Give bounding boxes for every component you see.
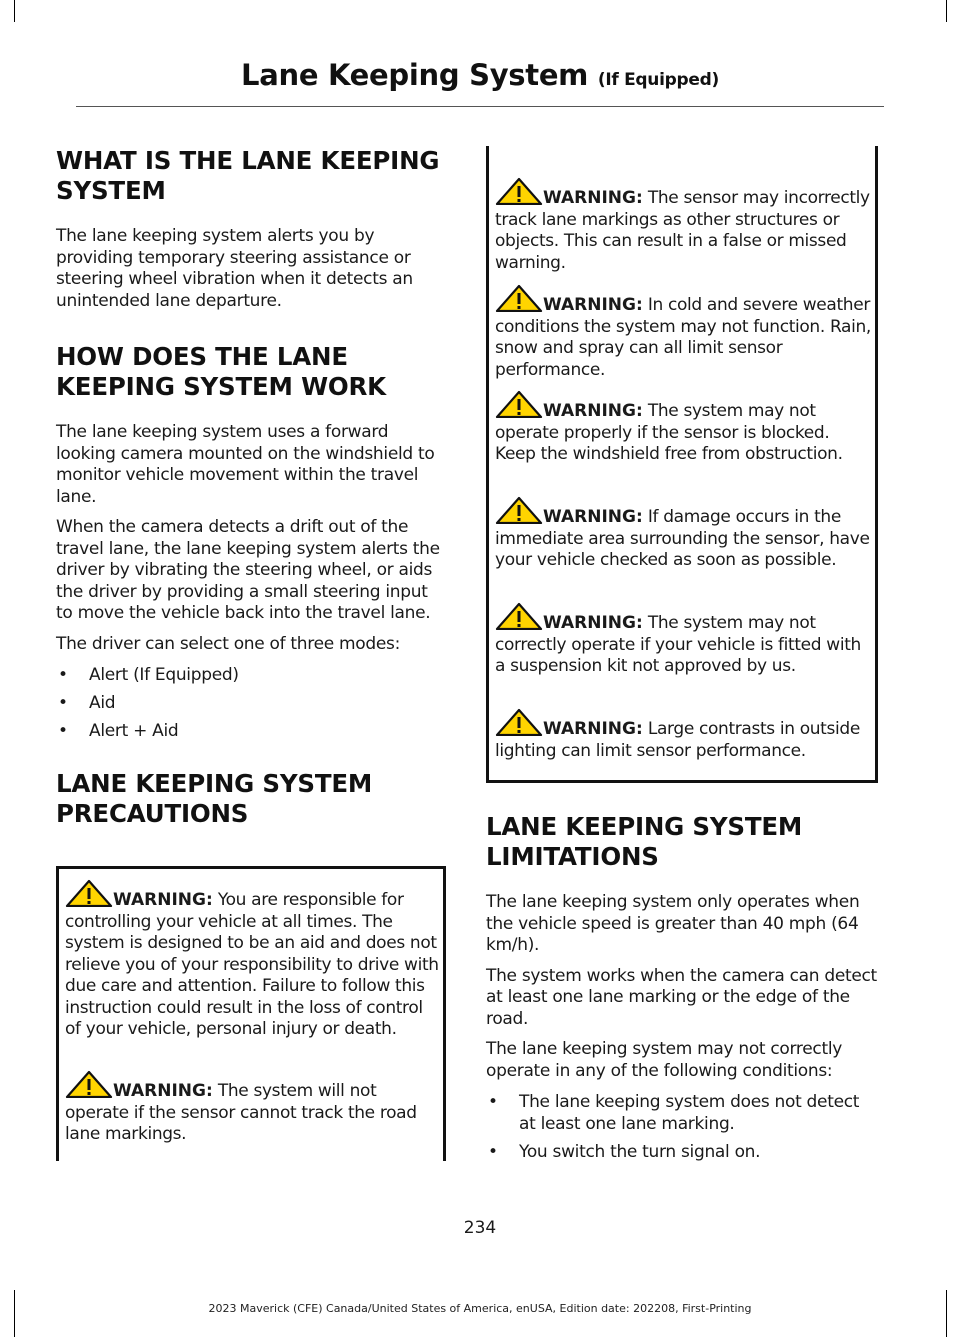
mode-label: Alert (If Equipped) — [89, 665, 239, 685]
header-divider — [76, 106, 884, 107]
bullet: • — [488, 1092, 498, 1112]
heading-line: LANE KEEPING SYSTEM — [486, 812, 803, 841]
warning-box-precautions — [56, 866, 446, 1161]
warning-text: Large contrasts in outside lighting can limit sensor performance. — [495, 719, 860, 761]
warning-label: WARNING: — [543, 401, 643, 421]
crop-mark — [946, 0, 947, 22]
warning-label: WARNING: — [543, 295, 643, 315]
warning-label: WARNING: — [113, 890, 213, 910]
limitations-para-2: The system works when the camera can detect at least one lane marking or the edge of the road. — [486, 965, 877, 1029]
warning-triangle-icon — [495, 390, 543, 418]
list-item — [486, 1142, 880, 1164]
warning-text: You are responsible for controlling your vehicle at all times. The system is designed to be an aid and does not relieve you of your responsibility to drive with due care and attention. Failure to follow this instruction could result in the loss of control of your vehicle, personal injury or death. — [65, 890, 439, 1039]
heading-line: HOW DOES THE LANE — [56, 342, 348, 371]
warning-triangle-icon — [495, 708, 543, 736]
bullet: • — [488, 1141, 498, 1162]
warning-label: WARNING: — [543, 613, 643, 633]
warning-label: WARNING: — [543, 507, 643, 527]
limitations-para-3: The lane keeping system may not correctly operate in any of the following conditions: — [486, 1039, 842, 1081]
warning-text: The sensor may incorrectly track lane markings as other structures or objects. This can result in a false or missed warning. — [495, 188, 870, 273]
warning-item — [495, 284, 871, 381]
warning-label: WARNING: — [543, 188, 643, 208]
warning-triangle-icon — [495, 284, 543, 312]
heading-line: WHAT IS THE LANE KEEPING — [56, 146, 440, 175]
warning-item — [495, 708, 871, 762]
warning-item — [495, 390, 871, 466]
warning-item — [65, 879, 439, 1041]
how-works-para-3: The driver can select one of three modes: — [56, 633, 400, 654]
bullet: • — [58, 665, 68, 685]
warning-item — [65, 1070, 439, 1146]
bullet: • — [58, 721, 68, 741]
condition-text: You switch the turn signal on. — [519, 1141, 761, 1162]
condition-text: The lane keeping system does not detect at least one lane marking. — [519, 1092, 860, 1134]
conditions-list — [486, 1092, 880, 1163]
warning-triangle-icon — [495, 177, 543, 205]
list-item — [56, 721, 446, 743]
bullet: • — [58, 693, 68, 713]
list-item — [486, 1092, 880, 1135]
warning-item — [495, 496, 871, 572]
warning-box-sensor — [486, 146, 878, 783]
list-item — [56, 693, 446, 715]
heading-line: LANE KEEPING SYSTEM — [56, 768, 373, 798]
section-heading-precautions — [56, 769, 446, 829]
mode-label: Alert + Aid — [89, 721, 179, 741]
how-works-para-1: The lane keeping system uses a forward looking camera mounted on the windshield to monitor vehicle movement within the travel lane. — [56, 422, 435, 507]
warning-triangle-icon — [495, 496, 543, 524]
warning-text: If damage occurs in the immediate area surrounding the sensor, have your vehicle checked as soon as possible. — [495, 507, 870, 570]
heading-line: LIMITATIONS — [486, 842, 659, 871]
what-is-body: The lane keeping system alerts you by providing temporary steering assistance or steering wheel vibration when it detects an unintended lane departure. — [56, 226, 413, 311]
warning-item — [495, 177, 871, 274]
warning-triangle-icon — [495, 602, 543, 630]
warning-label: WARNING: — [543, 719, 643, 739]
warning-text: The system may not correctly operate if your vehicle is fitted with a suspension kit not approved by us. — [495, 613, 861, 676]
limitations-section — [486, 812, 880, 1170]
header-qualifier: (If Equipped) — [597, 70, 719, 90]
heading-line: SYSTEM — [56, 176, 166, 205]
header-title: Lane Keeping System — [241, 58, 589, 92]
warning-triangle-icon — [65, 1070, 113, 1098]
warning-triangle-icon — [65, 879, 113, 907]
page-number: 234 — [463, 1218, 497, 1238]
warning-text: The system will not operate if the sensor cannot track the road lane markings. — [65, 1081, 417, 1144]
left-column — [56, 146, 446, 829]
limitations-para-1: The lane keeping system only operates when the vehicle speed is greater than 40 mph (64 km/h). — [486, 892, 860, 955]
crop-mark — [14, 0, 15, 22]
warning-text: The system may not operate properly if the sensor is blocked. Keep the windshield free from obstruction. — [495, 401, 843, 464]
modes-list — [56, 665, 446, 743]
heading-line: KEEPING SYSTEM WORK — [56, 372, 386, 401]
how-works-para-2: When the camera detects a drift out of the travel lane, the lane keeping system alerts the driver by vibrating the steering wheel, or aids the driver by providing a small steering input to move the vehicle back into the travel lane. — [56, 517, 440, 623]
section-heading-limitations — [486, 812, 880, 872]
page-header — [0, 58, 960, 92]
list-item — [56, 665, 446, 687]
mode-label: Aid — [89, 693, 116, 713]
warning-label: WARNING: — [113, 1081, 213, 1101]
page-footer: 2023 Maverick (CFE) Canada/United States of America, enUSA, Edition date: 202208, First-Printing — [208, 1302, 752, 1315]
warning-item — [495, 602, 871, 678]
section-heading-how-works — [56, 342, 446, 402]
section-heading-what-is — [56, 146, 446, 206]
heading-line: PRECAUTIONS — [56, 798, 249, 828]
warning-text: In cold and severe weather conditions the system may not function. Rain, snow and spray can all limit sensor performance. — [495, 295, 871, 380]
